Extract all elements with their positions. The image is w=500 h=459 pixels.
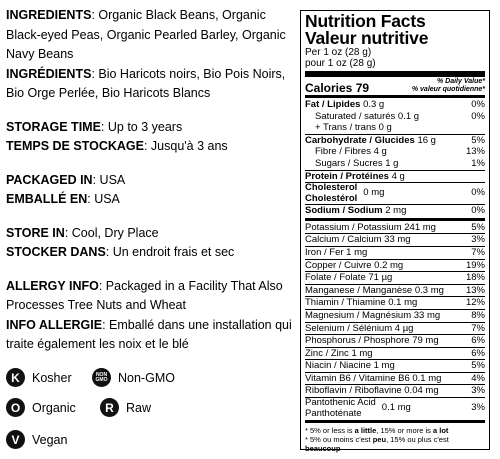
raw-icon: R bbox=[100, 398, 119, 417]
mineral-label: Copper / Cuivre 0.2 mg bbox=[305, 259, 404, 271]
mineral-label: Potassium / Potassium 241 mg bbox=[305, 221, 436, 233]
store-label: STORE IN bbox=[6, 225, 65, 240]
mineral-row bbox=[305, 322, 485, 335]
serving-size-fr: pour 1 oz (28 g) bbox=[305, 58, 376, 69]
pantothenic-row bbox=[305, 397, 485, 419]
pantothenic-pct: 3% bbox=[471, 402, 485, 414]
ingredients-fr-label: INGRÉDIENTS bbox=[6, 66, 92, 81]
footnote bbox=[305, 424, 485, 453]
mineral-row bbox=[305, 271, 485, 284]
organic-label: Organic bbox=[32, 400, 76, 415]
nutrition-facts-panel bbox=[300, 10, 490, 454]
storage-fr-text: : Jusqu'à 3 ans bbox=[143, 139, 228, 153]
footnote-fr bbox=[305, 435, 485, 453]
mineral-row bbox=[305, 233, 485, 246]
storage-text: : Up to 3 years bbox=[100, 119, 183, 134]
mineral-row bbox=[305, 259, 485, 272]
mineral-label: Niacin / Niacine 1 mg bbox=[305, 360, 395, 372]
carb-pct: 5% bbox=[471, 134, 485, 146]
mineral-row bbox=[305, 372, 485, 385]
saturated-pct: 0% bbox=[471, 110, 485, 122]
fibre-row bbox=[305, 146, 485, 158]
footnote-bold: a lot bbox=[432, 426, 449, 436]
sodium-label: Sodium / Sodium bbox=[305, 205, 383, 217]
allergy-fr-label: INFO ALLERGIE bbox=[6, 317, 103, 332]
carb-value: 16 g bbox=[417, 134, 436, 146]
allergy-info-fr bbox=[6, 316, 296, 355]
mineral-row bbox=[305, 246, 485, 259]
mineral-pct: 8% bbox=[471, 309, 485, 321]
mineral-row bbox=[305, 384, 485, 397]
daily-value-header bbox=[412, 78, 485, 94]
footnote-bold: peu bbox=[372, 435, 387, 445]
packaged-text: : USA bbox=[92, 172, 126, 187]
mineral-row bbox=[305, 334, 485, 347]
facts-title: Nutrition Facts bbox=[305, 11, 426, 31]
pantothenic-label-fr: Panthoténate bbox=[305, 407, 362, 419]
raw-label: Raw bbox=[126, 400, 152, 415]
ingredients bbox=[6, 6, 296, 65]
footnote-text: , 15% or more is bbox=[376, 426, 433, 436]
nongmo-badge bbox=[92, 368, 175, 387]
fibre-pct: 13% bbox=[465, 146, 485, 158]
nongmo-icon: NON GMO bbox=[92, 368, 111, 387]
store-text: : Cool, Dry Place bbox=[64, 225, 159, 240]
mineral-pct: 13% bbox=[465, 284, 485, 296]
mineral-row bbox=[305, 359, 485, 372]
mineral-label: Riboflavin / Riboflavine 0.04 mg bbox=[305, 385, 439, 397]
footnote-text: * 5% ou moins c'est bbox=[305, 435, 373, 445]
mineral-label: Folate / Folate 71 µg bbox=[305, 272, 393, 284]
protein-label: Protein / Protéines bbox=[305, 170, 389, 182]
trans-row bbox=[305, 122, 485, 134]
protein-value: 4 g bbox=[391, 170, 405, 182]
mineral-pct: 4% bbox=[471, 372, 485, 384]
calories-row bbox=[305, 78, 485, 94]
cholesterol-pct: 0% bbox=[471, 187, 485, 199]
organic-icon: O bbox=[6, 398, 25, 417]
mineral-pct: 7% bbox=[471, 322, 485, 334]
raw-badge bbox=[100, 398, 151, 417]
calories: Calories 79 bbox=[305, 81, 370, 95]
storage-time-fr bbox=[6, 137, 296, 157]
carbohydrate-row bbox=[305, 134, 485, 147]
fibre-label: Fibre / Fibres 4 g bbox=[315, 146, 387, 158]
mineral-row bbox=[305, 284, 485, 297]
mineral-pct: 5% bbox=[471, 360, 485, 372]
cholesterol-value: 0 mg bbox=[363, 187, 385, 199]
mineral-pct: 3% bbox=[471, 234, 485, 246]
mineral-row bbox=[305, 296, 485, 309]
mineral-row bbox=[305, 347, 485, 360]
mineral-pct: 12% bbox=[465, 297, 485, 309]
saturated-label: Saturated / saturés 0.1 g bbox=[315, 110, 420, 122]
store-fr-text: : Un endroit frais et sec bbox=[105, 245, 235, 259]
dv-header-fr: % valeur quotidienne* bbox=[411, 86, 485, 93]
pantothenic-label: Pantothenic Acid bbox=[305, 397, 376, 409]
packaged-fr-label: EMBALLÉ EN bbox=[6, 192, 88, 206]
storage-label: STORAGE TIME bbox=[6, 119, 101, 134]
mineral-pct: 7% bbox=[471, 246, 485, 258]
divider bbox=[305, 420, 485, 423]
sodium-value: 2 mg bbox=[385, 205, 407, 217]
vegan-label: Vegan bbox=[32, 432, 68, 447]
packaged-in-fr bbox=[6, 190, 296, 210]
store-in-fr bbox=[6, 243, 296, 263]
kosher-icon: K bbox=[6, 368, 25, 387]
mineral-label: Selenium / Sélénium 4 µg bbox=[305, 322, 414, 334]
ingredients-fr-text: : Bio Haricots noirs, Bio Pois Noirs, Bio Orge Perlée, Bio Haricots Blancs bbox=[6, 66, 286, 100]
organic-badge bbox=[6, 398, 76, 417]
cholesterol-label-fr: Cholestérol bbox=[305, 192, 358, 204]
footnote-text: , 15% ou plus c'est bbox=[386, 435, 449, 445]
store-fr-label: STOCKER DANS bbox=[6, 245, 106, 259]
allergy-text: : Packaged in a Facility That Also Processes Tree Nuts and Wheat bbox=[6, 278, 283, 312]
facts-title-fr: Valeur nutritive bbox=[305, 28, 429, 48]
mineral-pct: 19% bbox=[465, 259, 485, 271]
mineral-label: Magnesium / Magnésium 33 mg bbox=[305, 309, 441, 321]
kosher-badge bbox=[6, 368, 72, 387]
minerals-list bbox=[305, 222, 485, 419]
divider bbox=[305, 71, 485, 77]
mineral-pct: 6% bbox=[471, 335, 485, 347]
ingredients-label: INGREDIENTS bbox=[6, 8, 92, 22]
mineral-label: Thiamin / Thiamine 0.1 mg bbox=[305, 297, 418, 309]
product-info bbox=[6, 6, 296, 355]
divider bbox=[305, 95, 485, 98]
mineral-pct: 6% bbox=[471, 347, 485, 359]
sugars-row bbox=[305, 158, 485, 170]
mineral-label: Vitamin B6 / Vitamine B6 0.1 mg bbox=[305, 372, 442, 384]
sodium-row bbox=[305, 204, 485, 217]
mineral-label: Phosphorus / Phosphore 79 mg bbox=[305, 335, 439, 347]
sugars-label: Sugars / Sucres 1 g bbox=[315, 157, 399, 169]
pantothenic-value: 0.1 mg bbox=[381, 402, 411, 414]
footnote-en bbox=[305, 426, 485, 435]
mineral-row bbox=[305, 309, 485, 322]
store-in bbox=[6, 224, 296, 244]
footnote-text: * 5% or less is bbox=[305, 426, 355, 436]
kosher-label: Kosher bbox=[32, 370, 72, 385]
mineral-pct: 18% bbox=[465, 272, 485, 284]
packaged-fr-text: : USA bbox=[87, 192, 120, 206]
mineral-pct: 3% bbox=[471, 385, 485, 397]
vegan-badge bbox=[6, 430, 67, 449]
fat-pct: 0% bbox=[471, 99, 485, 110]
mineral-label: Calcium / Calcium 33 mg bbox=[305, 234, 411, 246]
ingredients-fr bbox=[6, 65, 296, 104]
sodium-pct: 0% bbox=[471, 205, 485, 217]
saturated-row bbox=[305, 111, 485, 123]
footnote-bold: a little bbox=[354, 426, 377, 436]
dv-header: % Daily Value* bbox=[437, 78, 485, 85]
storage-time bbox=[6, 118, 296, 138]
carb-label: Carbohydrate / Glucides bbox=[305, 134, 415, 146]
fat-value: 0.3 g bbox=[363, 99, 385, 110]
allergy-label: ALLERGY INFO bbox=[6, 278, 99, 293]
ingredients-text: : Organic Black Beans, Organic Black-eyed Peas, Organic Pearled Barley, Organic Navy Beans bbox=[6, 8, 286, 61]
mineral-pct: 5% bbox=[471, 221, 485, 233]
vegan-icon: V bbox=[6, 430, 25, 449]
protein-row bbox=[305, 170, 485, 183]
nongmo-label: Non-GMO bbox=[118, 370, 175, 385]
fat-row bbox=[305, 99, 485, 111]
allergy-fr-text: : Emballé dans une installation qui traite également les noix et le blé bbox=[6, 317, 292, 351]
mineral-label: Manganese / Manganèse 0.3 mg bbox=[305, 284, 444, 296]
cholesterol-row bbox=[305, 182, 485, 204]
packaged-in bbox=[6, 171, 296, 191]
fat-label: Fat / Lipides bbox=[305, 99, 361, 110]
mineral-label: Iron / Fer 1 mg bbox=[305, 246, 368, 258]
serving-size: Per 1 oz (28 g) bbox=[305, 47, 372, 58]
trans-label: + Trans / trans 0 g bbox=[315, 122, 392, 134]
allergy-info bbox=[6, 277, 296, 316]
cholesterol-label: Cholesterol bbox=[305, 182, 358, 194]
mineral-label: Zinc / Zinc 1 mg bbox=[305, 347, 373, 359]
mineral-row bbox=[305, 222, 485, 234]
footnote-bold: beaucoup bbox=[305, 444, 341, 454]
sugars-pct: 1% bbox=[471, 157, 485, 169]
divider bbox=[305, 218, 485, 221]
packaged-label: PACKAGED IN bbox=[6, 172, 93, 187]
storage-fr-label: TEMPS DE STOCKAGE bbox=[6, 139, 144, 153]
